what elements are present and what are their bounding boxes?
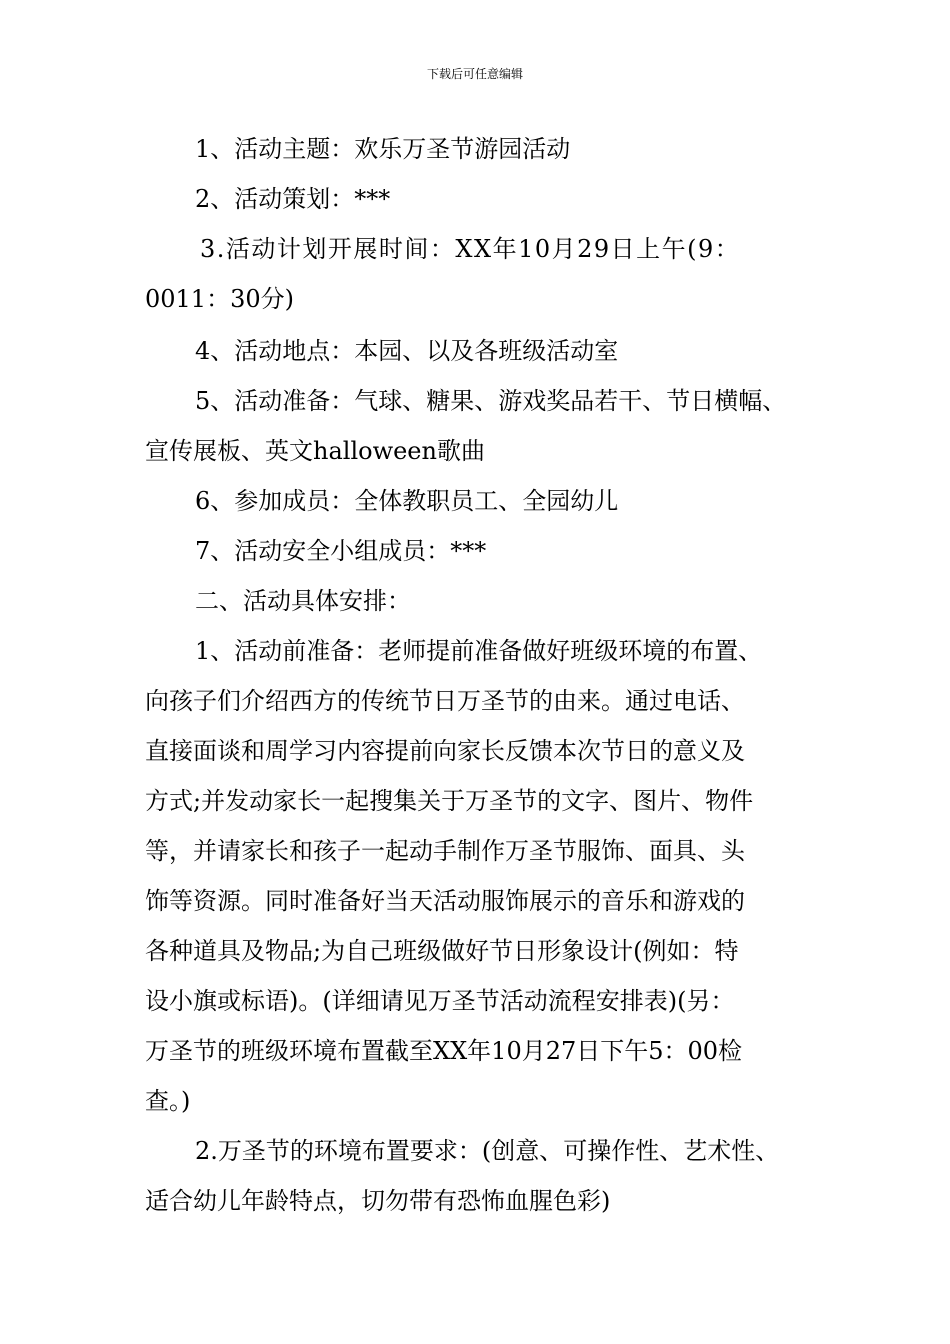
paragraph-line: 7、活动安全小组成员：*** — [195, 537, 487, 565]
paragraph-line: 适合幼儿年龄特点，切勿带有恐怖血腥色彩) — [145, 1187, 611, 1215]
paragraph-line: 0011：30分) — [145, 285, 294, 313]
paragraph-line: 等，并请家长和孩子一起动手制作万圣节服饰、面具、头 — [145, 837, 745, 865]
paragraph-line: 2.万圣节的环境布置要求：(创意、可操作性、艺术性、 — [195, 1137, 780, 1165]
paragraph-line: 5、活动准备：气球、糖果、游戏奖品若干、节日横幅、 — [195, 387, 787, 415]
paragraph-line: 查。) — [145, 1087, 191, 1115]
paragraph-line: 1、活动主题：欢乐万圣节游园活动 — [195, 135, 571, 163]
paragraph-line: 各种道具及物品;为自己班级做好节日形象设计(例如：特 — [145, 937, 739, 965]
page-header: 下载后可任意编辑 — [426, 67, 523, 81]
paragraph-line: 直接面谈和周学习内容提前向家长反馈本次节日的意义及 — [145, 737, 745, 765]
paragraph-line: 3.活动计划开展时间：XX年10月29日上午(9： — [200, 235, 741, 263]
paragraph-line: 向孩子们介绍西方的传统节日万圣节的由来。通过电话、 — [145, 687, 745, 715]
paragraph-line: 6、参加成员：全体教职员工、全园幼儿 — [195, 487, 619, 515]
paragraph-line: 1、活动前准备：老师提前准备做好班级环境的布置、 — [195, 637, 763, 665]
paragraph-line: 饰等资源。同时准备好当天活动服饰展示的音乐和游戏的 — [145, 887, 745, 915]
paragraph-line: 2、活动策划：*** — [195, 185, 391, 213]
section-heading: 二、活动具体安排： — [195, 587, 411, 615]
paragraph-line: 设小旗或标语)。(详细请见万圣节活动流程安排表)(另： — [145, 987, 735, 1015]
paragraph-line: 方式;并发动家长一起搜集关于万圣节的文字、图片、物件 — [145, 787, 754, 815]
paragraph-line: 万圣节的班级环境布置截至XX年10月27日下午5：00检 — [145, 1037, 743, 1065]
document-body — [145, 124, 830, 1226]
paragraph-line: 宣传展板、英文halloween歌曲 — [145, 437, 485, 465]
paragraph-line: 4、活动地点：本园、以及各班级活动室 — [195, 337, 619, 365]
